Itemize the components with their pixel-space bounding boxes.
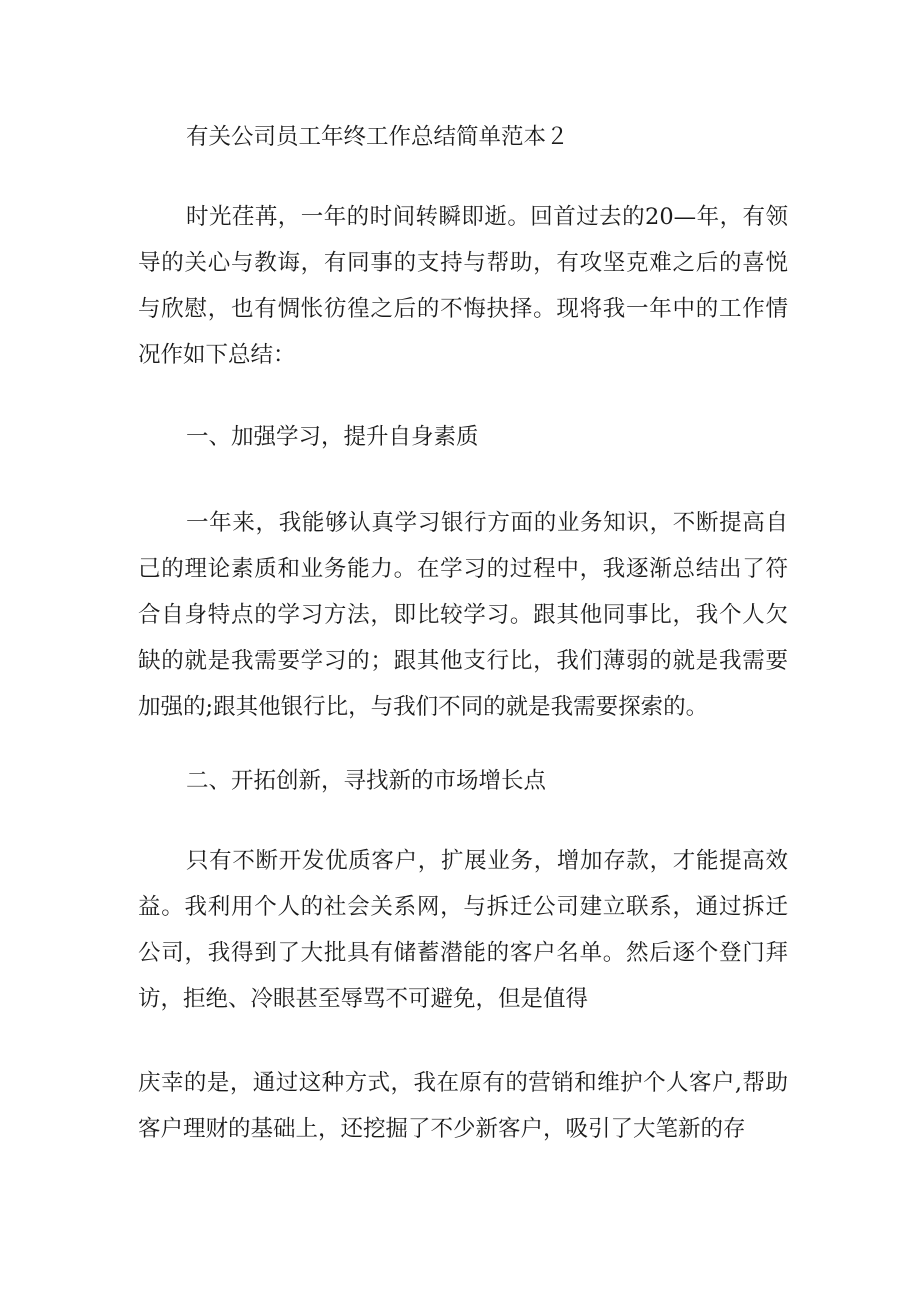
continuation-paragraph: 庆幸的是，通过这种方式，我在原有的营销和维护个人客户,帮助客户理财的基础上，还挖掘了不少新客户，吸引了大笔新的存 bbox=[138, 1070, 788, 1142]
section-heading-1: 一、加强学习，提升自身素质 bbox=[186, 424, 479, 450]
section-1-paragraph: 一年来，我能够认真学习银行方面的业务知识，不断提高自己的理论素质和业务能力。在学习的过程中，我逐渐总结出了符合自身特点的学习方法，即比较学习。跟其他同事比，我个人欠缺的就是我需要学习的；跟其他支行比，我们薄弱的就是我需要加强的;跟其他银行比，与我们不同的就是我需要探索的。 bbox=[138, 510, 788, 720]
document-title: 有关公司员工年终工作总结简单范本２ bbox=[186, 124, 569, 150]
section-heading-2: 二、开拓创新，寻找新的市场增长点 bbox=[186, 768, 547, 794]
section-2-paragraph: 只有不断开发优质客户，扩展业务，增加存款，才能提高效益。我利用个人的社会关系网，与拆迁公司建立联系，通过拆迁公司，我得到了大批具有储蓄潜能的客户名单。然后逐个登门拜访，拒绝、冷眼甚至辱骂不可避免，但是值得 bbox=[138, 848, 788, 1012]
intro-paragraph: 时光荏苒，一年的时间转瞬即逝。回首过去的20—年，有领导的关心与教诲，有同事的支持与帮助，有攻坚克难之后的喜悦与欣慰，也有惆怅彷徨之后的不悔抉择。现将我一年中的工作情况作如下总结： bbox=[138, 204, 788, 368]
